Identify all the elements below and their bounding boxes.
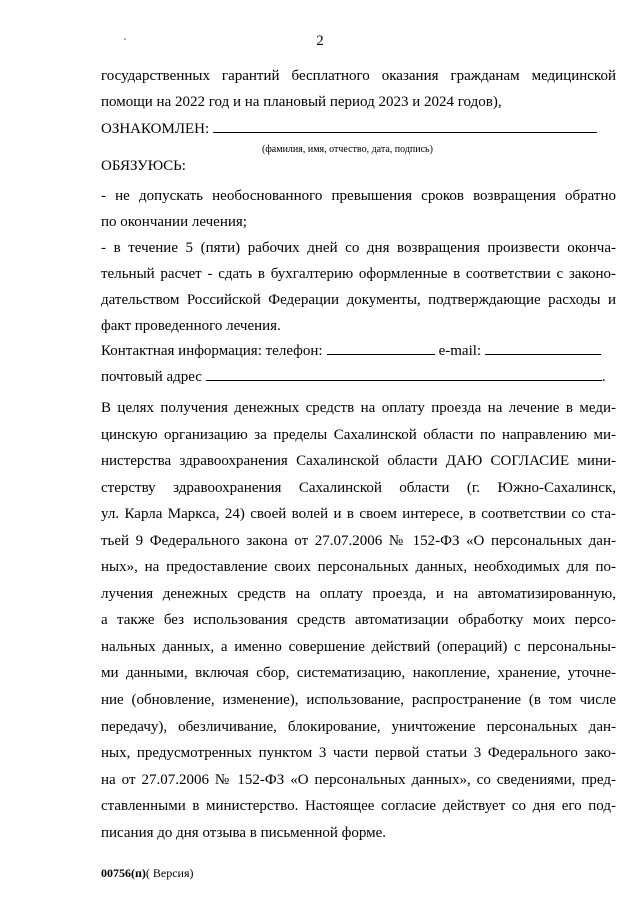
consent-line: передачу), обезличивание, блокирование, уничтожение персональных дан- [101, 718, 616, 735]
obligation-2-line-1: - в течение 5 (пяти) рабочих дней со дня возвращения произвести оконча- [101, 240, 616, 256]
intro-line-2: помощи на 2022 год и на плановый период 2023 и 2024 годов), [101, 94, 502, 111]
contact-phone-label: Контактная информация: телефон: [101, 343, 323, 359]
intro-paragraph [101, 63, 616, 115]
consent-line: ул. Карла Маркса, 24) своей волей и в своем интересе, в соответствии со ста- [101, 506, 616, 523]
email-field[interactable] [485, 340, 601, 355]
intro-line-1: государственных гарантий бесплатного оказания гражданам медицинской [101, 68, 616, 84]
consent-line: писания до дня отзыва в письменной форме. [101, 824, 387, 841]
consent-paragraph [101, 395, 616, 846]
consent-line: ние (обновление, изменение), использование, распространение (в том числе [101, 692, 616, 709]
consent-line: тьей 9 Федерального закона от 27.07.2006 № 152-ФЗ «О персональных дан- [101, 532, 616, 549]
consent-line: ных, предусмотренных пунктом 3 части первой статьи 3 Федерального зако- [101, 745, 616, 762]
consent-line: ставленными в министерство. Настоящее согласие действует со дня его под- [101, 798, 616, 815]
obligation-item-2 [101, 235, 616, 339]
consent-line: нальных данных, а именно совершение действий (операций) с персональны- [101, 638, 616, 655]
acknowledged-signature-line[interactable] [213, 118, 597, 133]
footer-version [101, 866, 194, 881]
consent-line: В целях получения денежных средств на оплату проезда на лечение в меди- [101, 400, 616, 416]
consent-line: стерству здравоохранения Сахалинской области (г. Южно-Сахалинск, [101, 479, 616, 496]
consent-line: а также без использования средств автоматизации обработку моих персо- [101, 612, 616, 629]
obligation-1-line-1: - не допускать необоснованного превышения сроков возвращения обратно [101, 188, 616, 204]
phone-field[interactable] [327, 340, 435, 355]
email-label: e-mail: [438, 343, 482, 359]
obligation-2-line-3: дательством Российской Федерации документы, подтверждающие расходы и [101, 292, 616, 309]
obligation-1-line-2: по окончании лечения; [101, 214, 247, 231]
consent-line: нистерства здравоохранения Сахалинской области ДАЮ СОГЛАСИЕ мини- [101, 453, 616, 470]
consent-line: цинскую организацию за пределы Сахалинской области по направлению ми- [101, 426, 616, 443]
address-label: почтовый адрес [101, 369, 202, 385]
footer-version-text: ( Версия) [145, 866, 194, 880]
page-number: 2 [316, 33, 324, 49]
consent-line: ных», на предоставление своих персональных данных, необходимых для по- [101, 559, 616, 576]
consent-line: ми данными, включая сбор, систематизацию, накопление, хранение, уточне- [101, 665, 616, 682]
obligation-2-line-4: факт проведенного лечения. [101, 318, 281, 335]
obligation-item-1 [101, 183, 616, 235]
address-row [101, 366, 616, 386]
consent-line: на от 27.07.2006 № 152-ФЗ «О персональных данных», со сведениями, пред- [101, 771, 616, 788]
address-field[interactable] [206, 366, 602, 381]
acknowledged-label: ОЗНАКОМЛЕН: [101, 121, 210, 137]
contact-row [101, 340, 616, 360]
acknowledged-hint: (фамилия, имя, отчество, дата, подпись) [262, 144, 433, 155]
obligations-heading: ОБЯЗУЮСЬ: [101, 158, 186, 174]
address-end: . [601, 369, 606, 385]
obligation-2-line-2: тельный расчет - сдать в бухгалтерию оформленные в соответствии с законо- [101, 266, 616, 283]
acknowledged-row [101, 118, 616, 138]
footer-code: 00756(п) [101, 866, 146, 880]
consent-line: лучения денежных средств на оплату проезда, и на автоматизированную, [101, 585, 616, 602]
